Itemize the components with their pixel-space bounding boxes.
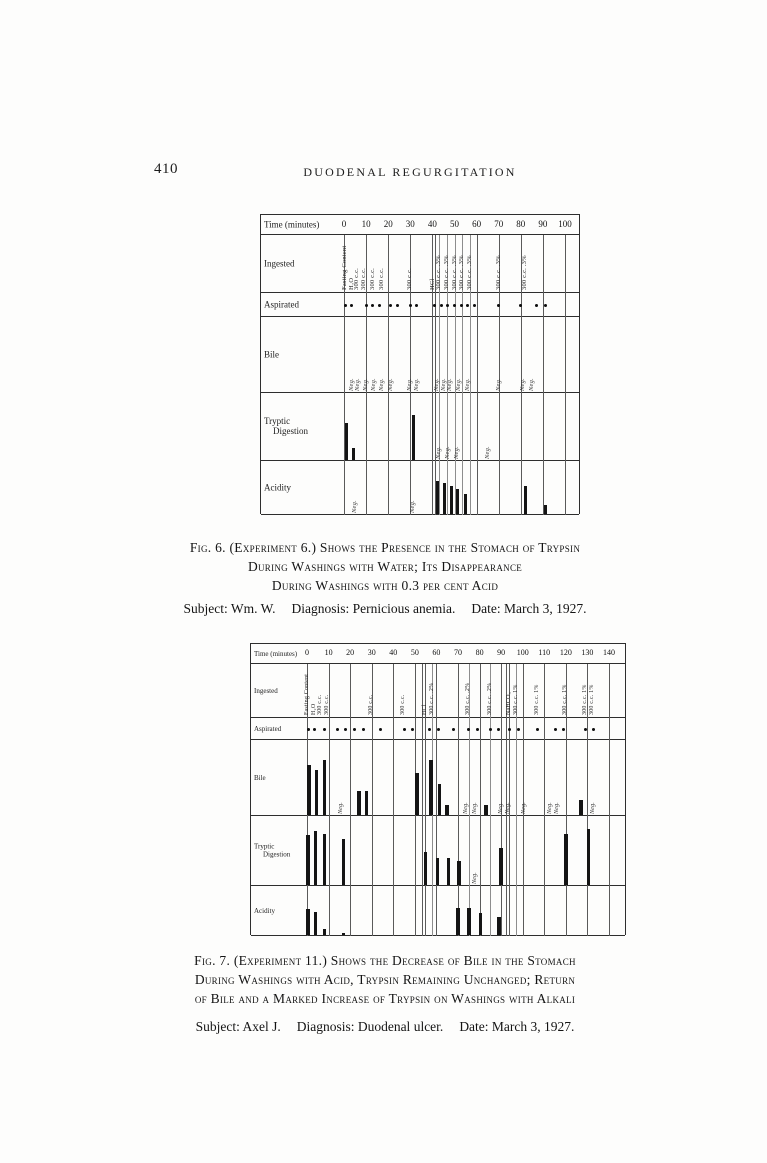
row-label: Aspirated: [254, 724, 282, 733]
acidity-bar: [456, 908, 460, 935]
chart-row-4: [261, 393, 579, 461]
grid-line: [565, 235, 566, 515]
time-tick: 60: [432, 648, 441, 657]
grid-line: [477, 235, 478, 515]
aspirated-dot: [350, 304, 353, 307]
aspirated-dot: [508, 728, 511, 731]
acidity-bar: [497, 917, 501, 935]
fig7-caption: [118, 951, 652, 1008]
row-label: Bile: [264, 349, 279, 360]
tryptic-bar: [306, 835, 310, 885]
time-tick: 0: [341, 219, 347, 229]
ingested-label: 300 c.c.: [377, 268, 385, 290]
grid-line: [388, 235, 389, 515]
row-label: Acidity: [254, 906, 275, 915]
time-tick: 100: [558, 219, 572, 229]
fig6-date: Date: March 3, 1927.: [471, 601, 587, 616]
acidity-bar: [456, 489, 459, 514]
bile-bar: [429, 760, 433, 815]
ingested-label: H₂O: [310, 703, 317, 715]
ingested-label: 300 c.c. .3%: [466, 255, 474, 290]
aspirated-dot: [536, 728, 539, 731]
row-label: Ingested: [264, 258, 295, 269]
aspirated-dot: [371, 304, 374, 307]
row-label: Time (minutes): [254, 649, 298, 658]
ingested-label: 300 c.c. 1%: [534, 684, 541, 715]
aspirated-dot: [440, 304, 443, 307]
bile-bar: [323, 760, 327, 815]
aspirated-dot: [403, 728, 406, 731]
tryptic-bar: [345, 423, 348, 460]
aspirated-dot: [433, 304, 436, 307]
tryptic-neg-label: Neg.: [483, 446, 491, 459]
bile-neg-label: Neg.: [553, 802, 560, 814]
bile-neg-label: Neg.: [494, 378, 502, 391]
bile-neg-label: Neg.: [505, 802, 512, 814]
ingested-label: NaHCO₃: [506, 692, 513, 715]
aspirated-dot: [307, 728, 310, 731]
grid-line: [609, 664, 610, 936]
aspirated-dot: [336, 728, 339, 731]
ingested-label: 300 c.c. .3%: [435, 255, 443, 290]
fig6-diagnosis: Diagnosis: Pernicious anemia.: [291, 601, 456, 616]
tryptic-bar: [342, 839, 346, 885]
ingested-label: Fasting Content: [341, 245, 349, 290]
bile-neg-label: Neg.: [354, 378, 362, 391]
time-tick: 30: [367, 648, 376, 657]
bile-neg-label: Neg.: [521, 802, 528, 814]
bile-neg-label: Neg.: [547, 802, 554, 814]
time-tick: 70: [454, 648, 462, 657]
fig7-caption-line-3: of Bile and a Marked Increase of Trypsin on Washings with Alkali: [194, 991, 576, 1006]
row-label: Tryptic Digestion: [254, 842, 291, 859]
bile-bar: [357, 791, 361, 815]
tryptic-bar: [436, 858, 440, 885]
aspirated-dot: [344, 728, 347, 731]
grid-line: [458, 664, 459, 936]
tryptic-bar: [499, 848, 503, 885]
aspirated-dot: [554, 728, 557, 731]
bile-bar: [484, 805, 488, 815]
aspirated-dot: [535, 304, 538, 307]
fig7-diagnosis: Diagnosis: Duodenal ulcer.: [296, 1019, 444, 1034]
aspirated-dot: [467, 728, 470, 731]
time-tick: 10: [324, 648, 333, 657]
grid-line: [501, 664, 502, 936]
aspirated-dot: [544, 304, 547, 307]
bile-neg-label: Neg.: [432, 378, 440, 391]
acidity-bar: [443, 483, 446, 514]
bile-neg-label: Neg.: [369, 378, 377, 391]
aspirated-dot: [466, 304, 469, 307]
aspirated-dot: [453, 304, 456, 307]
bile-bar: [365, 791, 369, 815]
chart-row-1: [261, 235, 579, 293]
tryptic-bar: [587, 829, 591, 885]
aspirated-dot: [476, 728, 479, 731]
time-tick: 90: [497, 648, 506, 657]
ingested-label: 300 c.c. .2%: [428, 682, 435, 715]
ingested-label: 300 c.c. 1%: [512, 684, 519, 715]
time-tick: 80: [475, 648, 484, 657]
row-label: Ingested: [254, 686, 278, 695]
aspirated-dot: [519, 304, 522, 307]
acidity-bar: [464, 494, 467, 514]
aspirated-dot: [344, 304, 347, 307]
time-tick: 40: [389, 648, 398, 657]
fig7-subject-line: [118, 1019, 652, 1035]
time-tick: 70: [494, 219, 504, 229]
aspirated-dot: [409, 304, 412, 307]
tryptic-bar: [323, 834, 327, 885]
running-head: DUODENAL REGURGITATION: [303, 165, 517, 179]
ingested-label: 300 c.c. .3%: [450, 255, 458, 290]
acidity-bar: [544, 505, 547, 514]
grid-line: [523, 664, 524, 936]
time-tick: 30: [405, 219, 415, 229]
acidity-bar: [450, 486, 453, 514]
aspirated-dot: [437, 728, 440, 731]
time-tick: 0: [305, 648, 309, 657]
fig6-caption-line-2: During Washings with Water; Its Disappearance: [247, 559, 523, 574]
aspirated-dot: [562, 728, 565, 731]
ingested-label: HCl: [428, 278, 436, 290]
aspirated-dot: [323, 728, 326, 731]
bile-neg-label: Neg.: [590, 802, 597, 814]
time-tick: 100: [516, 648, 529, 657]
acidity-bar: [306, 909, 310, 935]
bile-neg-label: Neg.: [413, 378, 421, 391]
time-tick: 60: [472, 219, 482, 229]
time-tick: 10: [361, 219, 371, 229]
ingested-label: 300 c.c. .2%: [486, 682, 493, 715]
bile-neg-label: Neg.: [337, 802, 344, 814]
bile-neg-label: Neg.: [527, 378, 535, 391]
time-tick: 120: [559, 648, 572, 657]
bile-neg-label: Neg.: [519, 378, 527, 391]
ingested-label: 300 c.c.: [317, 694, 324, 715]
ingested-label: HCl: [422, 704, 429, 715]
fig6-chart: [260, 214, 580, 514]
ingested-label: 300 c.c. .3%: [521, 255, 529, 290]
bile-neg-label: Neg.: [362, 378, 370, 391]
aspirated-dot: [517, 728, 520, 731]
ingested-label: 300 c.c. 1%: [589, 684, 596, 715]
chart-row-5: [261, 461, 579, 515]
fig7-caption-line-1: Fig. 7. (Experiment 11.) Shows the Decrease of Bile in the Stomach: [194, 953, 576, 968]
time-tick: 20: [383, 219, 393, 229]
chart-row-2: [261, 293, 579, 317]
tryptic-neg-label: Neg.: [435, 446, 443, 459]
fig6-subject-line: [118, 601, 652, 617]
grid-line: [543, 235, 544, 515]
tryptic-neg-label: Neg.: [471, 872, 478, 884]
ingested-label: 300 c.c.: [368, 268, 376, 290]
bile-neg-label: Neg.: [455, 378, 463, 391]
tryptic-bar: [314, 831, 318, 885]
time-tick: 80: [516, 219, 526, 229]
bile-bar: [307, 765, 311, 815]
grid-line: [350, 664, 351, 936]
ingested-label: 300 c.c. .3%: [442, 255, 450, 290]
aspirated-dot: [379, 728, 382, 731]
row-label: Bile: [254, 773, 266, 782]
bile-neg-label: Neg.: [377, 378, 385, 391]
tryptic-bar: [457, 861, 461, 885]
ingested-label: 300 c.c.: [323, 694, 330, 715]
aspirated-dot: [313, 728, 316, 731]
time-tick: 40: [427, 219, 437, 229]
row-label: Tryptic Digestion: [264, 415, 308, 437]
aspirated-dot: [362, 728, 365, 731]
time-tick: 20: [346, 648, 355, 657]
tryptic-neg-label: Neg.: [452, 446, 460, 459]
aspirated-dot: [378, 304, 381, 307]
grid-line: [544, 664, 545, 936]
aspirated-dot: [389, 304, 392, 307]
aspirated-dot: [365, 304, 368, 307]
ingested-label: 300 c.c.: [353, 268, 361, 290]
ingested-label: 300 c.c. 1%: [581, 684, 588, 715]
grid-line: [393, 664, 394, 936]
fig6-caption: [118, 538, 652, 595]
time-tick: 140: [603, 648, 615, 657]
aspirated-dot: [584, 728, 587, 731]
fig6-caption-line-1: Fig. 6. (Experiment 6.) Shows the Presence in the Stomach of Trypsin: [189, 540, 581, 555]
ingested-label: 300 c.c. .3%: [494, 255, 502, 290]
acidity-bar: [479, 913, 483, 935]
fig6-subject: Subject: Wm. W.: [183, 601, 276, 616]
bile-neg-label: Neg.: [497, 802, 504, 814]
bile-bar: [315, 770, 319, 816]
bile-neg-label: Neg.: [463, 802, 470, 814]
bile-bar: [415, 773, 419, 815]
time-tick: 50: [410, 648, 419, 657]
ingested-label: H₂O: [347, 277, 355, 290]
fig7-date: Date: March 3, 1927.: [459, 1019, 575, 1034]
aspirated-dot: [497, 304, 500, 307]
bile-neg-label: Neg.: [439, 378, 447, 391]
page-number: 410: [154, 161, 178, 177]
ingested-label: Fasting Content: [304, 673, 311, 715]
bile-neg-label: Neg.: [347, 378, 355, 391]
row-label: Time (minutes): [264, 219, 320, 230]
aspirated-dot: [411, 728, 414, 731]
fig7-caption-line-2: During Washings with Acid, Trypsin Remaining Unchanged; Return: [194, 972, 576, 987]
bile-neg-label: Neg.: [463, 378, 471, 391]
time-tick: 110: [538, 648, 551, 657]
acidity-bar: [524, 486, 527, 514]
aspirated-dot: [396, 304, 399, 307]
tryptic-bar: [352, 448, 355, 460]
acidity-bar: [323, 929, 327, 935]
ingested-label: 300 c.c. .3%: [458, 255, 466, 290]
tryptic-bar: [447, 858, 451, 885]
acidity-bar: [342, 933, 346, 935]
fig6-caption-line-3: During Washings with 0.3 per cent Acid: [271, 578, 499, 593]
bile-bar: [445, 805, 449, 815]
bile-neg-label: Neg.: [386, 378, 394, 391]
aspirated-dot: [353, 728, 356, 731]
tryptic-neg-label: Neg.: [443, 446, 451, 459]
acidity-bar: [314, 912, 318, 935]
ingested-label: 300 c.c.: [359, 268, 367, 290]
acidity-neg-label: Neg.: [408, 500, 416, 513]
aspirated-dot: [473, 304, 476, 307]
row-label: Acidity: [264, 482, 291, 493]
fig7-chart: [250, 643, 626, 935]
aspirated-dot: [489, 728, 492, 731]
acidity-bar: [436, 481, 439, 514]
ingested-label: 300 c.c.: [406, 268, 414, 290]
bile-bar: [579, 800, 583, 815]
acidity-neg-label: Neg.: [351, 500, 359, 513]
time-tick: 130: [581, 648, 594, 657]
row-label: Aspirated: [264, 299, 299, 310]
fig7-subject: Subject: Axel J.: [195, 1019, 281, 1034]
aspirated-dot: [460, 304, 463, 307]
bile-neg-label: Neg.: [406, 378, 414, 391]
time-tick: 50: [450, 219, 459, 229]
bile-neg-label: Neg.: [471, 802, 478, 814]
acidity-bar: [467, 908, 471, 935]
aspirated-dot: [452, 728, 455, 731]
tryptic-bar: [564, 834, 568, 885]
ingested-label: 300 c.c. .2%: [465, 682, 472, 715]
chart-row-0: [261, 215, 579, 235]
ingested-label: 300 c.c.: [400, 694, 407, 715]
grid-line: [432, 235, 433, 515]
grid-line: [480, 664, 481, 936]
ingested-label: 300 c.c. 1%: [562, 684, 569, 715]
tryptic-bar: [424, 852, 428, 885]
bile-neg-label: Neg.: [446, 378, 454, 391]
ingested-label: 300 c.c.: [368, 694, 375, 715]
bile-bar: [438, 784, 442, 815]
tryptic-bar: [412, 415, 415, 460]
time-tick: 90: [538, 219, 548, 229]
